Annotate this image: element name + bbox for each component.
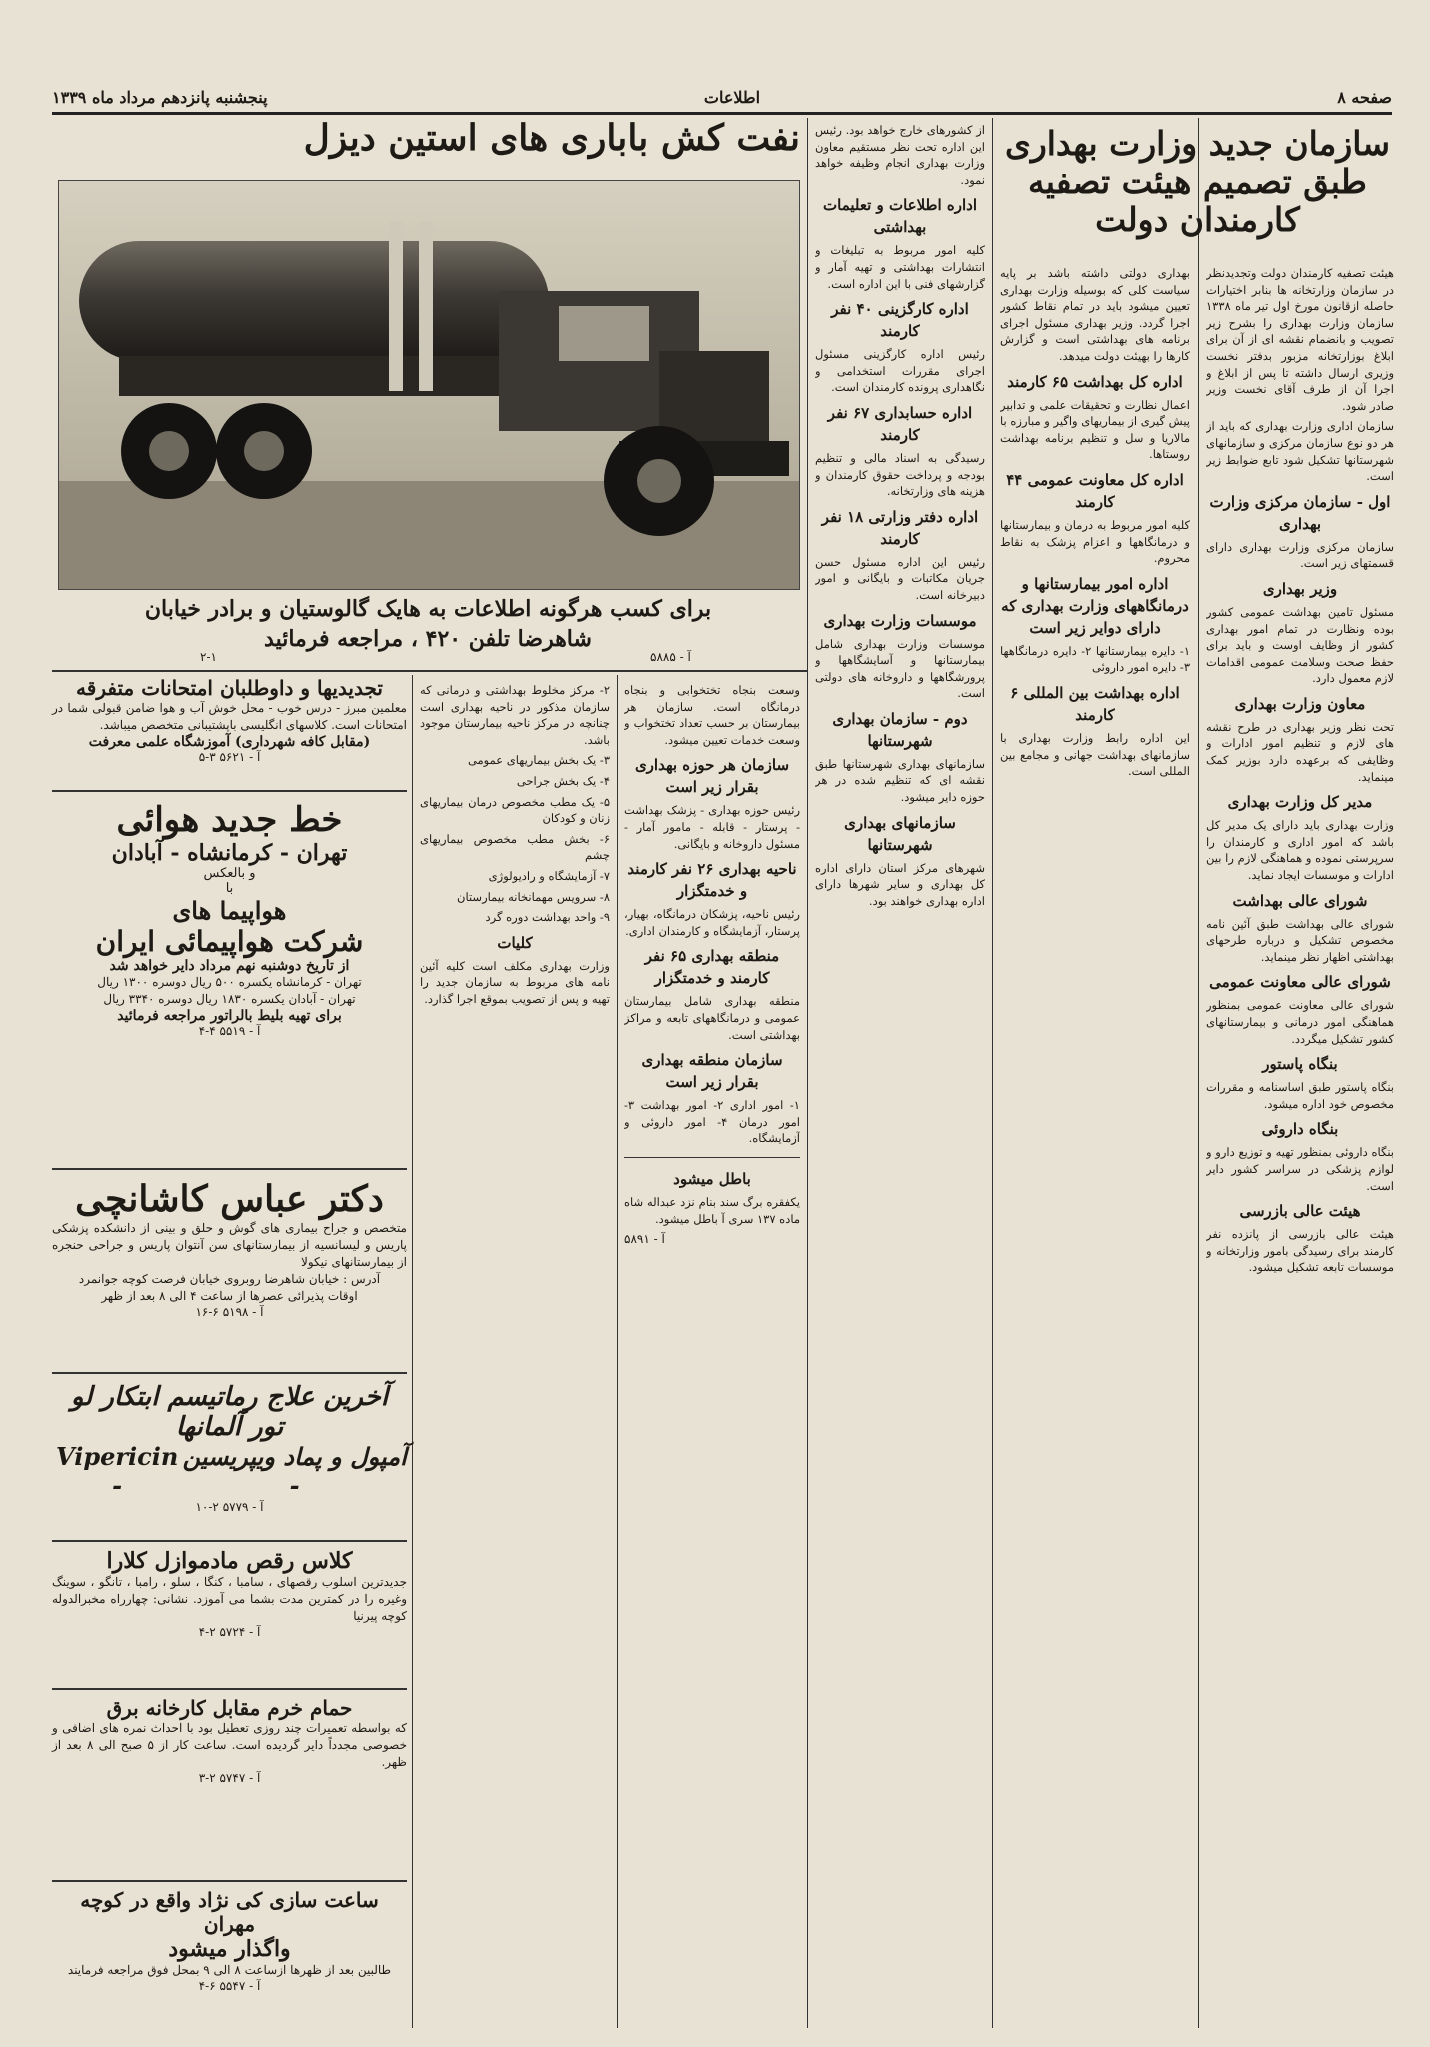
- section-heading: ناحیه بهداری ۲۶ نفر کارمند و خدمتگزار: [627, 860, 797, 901]
- airline-code: آ - ۵۵۱۹ ۴-۴: [198, 1024, 261, 1038]
- section-heading: اداره کارگزینی ۴۰ نفر کارمند: [831, 300, 969, 341]
- column-rule: [1198, 118, 1199, 2028]
- notice-box: [624, 1157, 800, 1248]
- tanker-code-left: ۲-۱: [200, 650, 217, 664]
- section-text: بنگاه پاستور طبق اساسنامه و مقررات مخصوص خود اداره میشود.: [1206, 1080, 1394, 1111]
- list-item: ۳- یک بخش بیماریهای عمومی: [467, 753, 610, 768]
- notice-text: یکفقره برگ سند بنام نزد عبداله شاه ماده ۱۳۷ سری آ باطل میشود.: [624, 1194, 800, 1226]
- section-text: کلیه امور مربوط به تبلیغات و انتشارات بهداشتی و تهیه آمار و گزارشهای فنی با این اداره است.: [815, 243, 985, 291]
- watch-ad: [52, 1888, 407, 1993]
- list-item: ۹- واحد بهداشت دوره گرد: [485, 910, 610, 925]
- ad-rule: [52, 1688, 407, 1690]
- ad-rule: [52, 790, 407, 792]
- airline-fare-2: تهران - آبادان یکسره ۱۸۳۰ ریال دوسره ۳۳۴۰ ریال: [103, 992, 356, 1006]
- section-heading: اداره کل بهداشت ۶۵ کارمند: [1007, 372, 1183, 391]
- exam-text: معلمین مبرز - درس خوب - محل خوش آب و هوا ضامن قبولی شما در امتحانات است. کلاسهای انگلیسی باپشتیبانی متخصص میباشد.: [52, 701, 407, 732]
- section-text: رئیس این اداره مسئول حسن جریان مکاتبات و بایگانی و امور دبیرخانه است.: [815, 554, 985, 602]
- section-text: منطقه بهداری شامل بیمارستان عمومی و درمانگاههای تابعه و مراکز بهداشتی است.: [624, 994, 800, 1042]
- airline-and-return: و بالعکس: [203, 866, 256, 881]
- section-heading: مدیر کل وزارت بهداری: [1227, 793, 1373, 812]
- section-text: سازمانهای بهداری شهرستانها طبق نقشه ای که تنظیم شده در هر حوزه دایر میشود.: [815, 756, 985, 805]
- exam-address: (مقابل کافه شهرداری) آموزشگاه علمی معرفت: [88, 734, 371, 750]
- ad-rule: [52, 1168, 407, 1170]
- section-text: ۱- امور اداری ۲- امور بهداشت ۳- امور درمان ۴- امور داروئی و آزمایشگاه.: [624, 1098, 800, 1146]
- ad-rule: [52, 1372, 407, 1374]
- column-rule: [617, 675, 618, 2028]
- doctor-address: آدرس : خیابان شاهرضا روبروی خیابان فرصت کوچه جوانمرد: [78, 1272, 381, 1286]
- notice-code: آ - ۵۸۹۱: [624, 1232, 665, 1247]
- article-paragraph: وسعت بنجاه تختخوابی و بنجاه درمانگاه است. سازمان هر بیمارستان بر حسب تعداد تختخواب و وسعت خدمات تعیین میشود.: [624, 683, 800, 747]
- section-text: موسسات وزارت بهداری شامل بیمارستانها و آسایشگاهها و پرورشگاهها و داروخانه های دولتی است.: [815, 636, 985, 701]
- exam-title: تجدیدیها و داوطلبان امتحانات متفرقه: [76, 676, 383, 700]
- article-paragraph: از کشورهای خارج خواهد بود. رئیس این اداره تحت نظر مستقیم معاون وزارت بهداری انجام وظیفه خواهد نمود.: [815, 123, 985, 187]
- airline-title: خط جدید هوائی: [116, 800, 343, 840]
- section-text: سازمان مرکزی وزارت بهداری دارای قسمتهای زیر است.: [1206, 539, 1394, 571]
- ad-rule: [52, 1540, 407, 1542]
- tanker-caption-line1: برای کسب هرگونه اطلاعات به هایک گالوستیان و برادر خیابان: [144, 596, 712, 622]
- airline-ad: [52, 800, 407, 1038]
- section-text: تحت نظر وزیر بهداری در طرح نقشه های لازم و تنظیم امور ادارات و وظایفی که برعهده دارد بوزیر کمک مینماید.: [1206, 719, 1394, 784]
- watch-subtitle: واگذار میشود: [168, 1936, 291, 1962]
- ministry-headline: سازمان جدید وزارت بهداری طبق تصمیم هیئت تصفیه کارمندان دولت: [1005, 124, 1390, 239]
- section-heading: منطقه بهداری ۶۵ نفر کارمند و خدمتگزار: [644, 947, 780, 988]
- column-rule: [807, 118, 808, 2028]
- list-item: ۴- یک بخش جراحی: [516, 773, 610, 788]
- ad-rule: [52, 1880, 407, 1882]
- airline-with: با: [225, 881, 234, 896]
- section-heading: سازمان هر حوزه بهداری بقرار زیر است: [634, 756, 790, 797]
- article-column-5: [420, 682, 610, 2022]
- airline-planes: هواپیما های: [172, 896, 287, 925]
- section-heading: اداره بهداشت بین المللی ۶ کارمند: [1010, 683, 1180, 724]
- masthead: [52, 86, 1392, 115]
- medicine-latin: Vipericin -: [56, 1442, 179, 1500]
- tanker-caption-line2: شاهرضا تلفن ۴۲۰ ، مراجعه فرمائید: [264, 626, 592, 652]
- airline-route: تهران - کرمانشاه - آبادان: [111, 840, 348, 866]
- list-item: ۸- سرویس مهمانخانه بیمارستان: [457, 889, 610, 904]
- section-heading: کلیات: [497, 933, 533, 952]
- watch-text: طالبین بعد از ظهرها ازساعت ۸ الی ۹ بمحل فوق مراجعه فرمایند: [67, 1963, 392, 1977]
- section-text: وزارت بهداری مکلف است کلیه آئین نامه های مربوط به سازمان جدید را تهیه و پس از تصویب بموقع اجرا گذارد.: [420, 958, 610, 1006]
- doctor-text: متخصص و جراح بیماری های گوش و حلق و بینی از دانشکده پزشکی پاریس و لیسانسیه از بیمارستانهای سن آنتوان پاریس و جراحی حنجره از بیمارستانهای نیکولا: [52, 1221, 407, 1269]
- section-heading: وزیر بهداری: [1262, 579, 1338, 598]
- section-text: وزارت بهداری باید دارای یک مدیر کل باشد که امور اداری و کارمندان را سرپرستی نموده و هماهنگی لازم را بین ادارات و موسسات ایجاد نماید.: [1206, 818, 1394, 883]
- medicine-line1: آخرین علاج رماتیسم ابتکار لو تور آلمانها: [70, 1382, 389, 1442]
- section-heading: معاون وزارت بهداری: [1234, 694, 1366, 713]
- article-intro: هیئت تصفیه کارمندان دولت وتجدیدنظر در سازمان وزارتخانه ها بنابر اختیارات حاصله ازقانون مورخ اول تیر ماه ۱۳۳۸ سازمان وزارت بهداری را بشرح زیر تصویب و بانضمام نقشه ای از آن برای ابلاغ بوزارتخانه مزبور بدفتر نخست وزیری ارسال داشته تا پس از ابلاغ و اجرا آن از طرف آقای نخست وزیر صادر شود.: [1206, 266, 1394, 413]
- doctor-name: دکتر عباس کاشانچی: [75, 1178, 384, 1220]
- section-heading: اداره کل معاونت عمومی ۴۴ کارمند: [1006, 470, 1184, 511]
- airline-fare-1: تهران - کرمانشاه یکسره ۵۰۰ ریال دوسره ۱۳۰۰ ریال: [97, 975, 362, 989]
- paper-name: اطلاعات: [703, 88, 761, 107]
- doctor-ad: [52, 1178, 407, 1319]
- section-heading: اداره حسابداری ۶۷ نفر کارمند: [827, 403, 973, 444]
- article-column-2: [1000, 265, 1190, 2025]
- section-heading: بنگاه داروئی: [1261, 1120, 1339, 1139]
- dance-text: جدیدترین اسلوب رقصهای ، سامبا ، کنگا ، سلو ، رامبا ، تانگو ، سوینگ وغیره را در کمترین مدت بشما می آموزد. نشانی: چهارراه مخبرالدوله کوچه پیرنیا: [52, 1575, 407, 1623]
- exam-ad: [52, 676, 407, 764]
- doctor-hours: اوقات پذیرائی عصرها از ساعت ۴ الی ۸ بعد از ظهر: [101, 1289, 358, 1303]
- section-text: مسئول تامین بهداشت عمومی کشور بوده ونظارت در تمام امور بهداری کشور از وظایف اوست و باید برای حفظ صحت وسلامت عمومی اقدامات لازم معمول دارد.: [1206, 604, 1394, 686]
- section-heading: بنگاه پاستور: [1262, 1055, 1338, 1074]
- exam-code: آ - ۵۶۲۱ ۳-۵: [198, 750, 261, 764]
- tanker-code-right: آ - ۵۸۸۵: [650, 650, 691, 664]
- column-rule: [992, 118, 993, 2028]
- section-heading: اول - سازمان مرکزی وزارت بهداری: [1209, 492, 1391, 533]
- section-rule: [52, 670, 807, 672]
- article-paragraph: ۲- مرکز مخلوط بهداشتی و درمانی که سازمان مذکور در ناحیه بهداری است چنانچه در مرکز ناحیه بیمارستان موجود باشد.: [420, 683, 610, 747]
- airline-tickets: برای تهیه بلیط بالراتور مراجعه فرمائید: [117, 1008, 342, 1024]
- notice-title: باطل میشود: [673, 1169, 751, 1188]
- section-heading: شورای عالی بهداشت: [1232, 891, 1368, 910]
- section-text: رئیس حوزه بهداری - پزشک بهداشت - پرستار - قابله - مامور آمار - مسئول داروخانه و بایگانی.: [624, 803, 800, 851]
- article-column-1: [1206, 265, 1394, 2025]
- watch-title: ساعت سازی کی نژاد واقع در کوچه مهران: [80, 1888, 379, 1936]
- section-text: اعمال نظارت و تحقیقات علمی و تدابیر پیش گیری از بیماریهای واگیر و مبارزه با مالاریا و سل و تنظیم برنامه بهداشت روستاها.: [1000, 397, 1190, 462]
- bath-ad: [52, 1696, 407, 1785]
- article-column-4: [624, 682, 800, 2022]
- list-item: ۵- یک مطب مخصوص درمان بیماریهای زنان و کودکان: [420, 794, 610, 826]
- section-heading: اداره دفتر وزارتی ۱۸ نفر کارمند: [821, 507, 979, 548]
- dance-code: آ - ۵۷۲۴ ۲-۴: [198, 1625, 261, 1639]
- bath-text: که بواسطه تعمیرات چند روزی تعطیل بود با احداث نمره های اضافی و خصوصی مجدداً دایر گردیده است. ساعت کار از ۵ صبح الی ۸ بعد از ظهر.: [52, 1721, 408, 1769]
- dance-title: کلاس رقص مادموازل کلارا: [106, 1548, 353, 1574]
- medicine-line2: آمپول و پماد ویپریسین -: [182, 1442, 407, 1500]
- tanker-truck-icon: [59, 181, 799, 589]
- airline-schedule: از تاریخ دوشنبه نهم مرداد دایر خواهد شد: [109, 958, 350, 974]
- list-item: ۶- بخش مطب مخصوص بیماریهای چشم: [420, 831, 610, 863]
- watch-code: آ - ۵۵۴۷ ۶-۴: [198, 1979, 261, 1993]
- section-heading: سازمان منطقه بهداری بقرار زیر است: [641, 1051, 783, 1092]
- article-paragraph: سازمان اداری وزارت بهداری که باید از هر دو نوع سازمان مرکزی و سازمانهای شهرستانها تشکیل شود تابع ضوابط زیر است.: [1206, 419, 1394, 484]
- column-rule: [412, 675, 413, 2028]
- page-number: صفحه ۸: [1337, 88, 1392, 107]
- section-heading: اداره امور بیمارستانها و درمانگاههای وزارت بهداری که دارای دوایر زیر است: [1001, 574, 1189, 637]
- section-text: کلیه امور مربوط به درمان و بیمارستانها و درمانگاهها و اعزام پزشک به نقاط محروم.: [1000, 517, 1190, 566]
- section-heading: دوم - سازمان بهداری شهرستانها: [832, 709, 968, 750]
- tanker-photo: [58, 180, 800, 590]
- article-column-3: [815, 122, 985, 2022]
- medicine-ad: [52, 1382, 407, 1514]
- section-heading: موسسات وزارت بهداری: [823, 611, 977, 630]
- issue-date: پنجشنبه پانزدهم مرداد ماه ۱۳۳۹: [52, 88, 268, 107]
- airline-company: شرکت هواپیمائی ایران: [95, 925, 364, 958]
- section-text: رسیدگی به اسناد مالی و تنظیم بودجه و پرداخت حقوق کارمندان و هزینه های وزارتخانه.: [815, 450, 985, 499]
- section-text: شورای عالی بهداشت طبق آئین نامه مخصوص تشکیل و درباره طرحهای بهداشتی اظهار نظر مینماید.: [1206, 916, 1394, 964]
- section-text: ۱- دایره بیمارستانها ۲- دایره درمانگاهها ۳- دایره امور داروئی: [1000, 643, 1190, 675]
- section-text: رئیس ناحیه، پزشکان درمانگاه، بهیار، پرستار، آزمایشگاه و کارمندان اداری.: [624, 907, 800, 938]
- medicine-code: آ - ۵۷۷۹ ۲-۱۰: [195, 1500, 264, 1514]
- section-heading: سازمانهای بهداری شهرستانها: [844, 813, 956, 854]
- section-text: شورای عالی معاونت عمومی بمنظور هماهنگی امور درمانی و بیمارستانهای کشور تشکیل میگردد.: [1206, 998, 1394, 1046]
- tanker-headline: نفت کش باباری های استین دیزل: [303, 117, 800, 159]
- section-text: بنگاه داروئی بمنظور تهیه و توزیع دارو و لوازم پزشکی در سراسر کشور دایر است.: [1206, 1145, 1394, 1193]
- section-text: این اداره رابط وزارت بهداری با سازمانهای بهداشت جهانی و مجامع بین المللی است.: [1000, 730, 1190, 779]
- bath-title: حمام خرم مقابل کارخانه برق: [106, 1696, 353, 1720]
- article-paragraph: بهداری دولتی داشته باشد بر پایه سیاست کلی که بوسیله وزارت بهداری تعیین میشود باید در تمام نقاط کشور اجرا گردد. وزیر بهداری مسئول اجرای برنامه های بهداشتی است و گزارش کارها را بهیئت دولت میدهد.: [1000, 266, 1190, 363]
- section-heading: شورای عالی معاونت عمومی: [1209, 973, 1391, 992]
- list-item: ۷- آزمایشگاه و رادیولوژی: [488, 868, 610, 883]
- section-text: هیئت عالی بازرسی از پانزده نفر کارمند برای رسیدگی بامور وزارتخانه و موسسات تابعه تشکیل میشود.: [1206, 1227, 1394, 1275]
- section-heading: هیئت عالی بازرسی: [1239, 1202, 1361, 1221]
- tanker-caption: [58, 594, 798, 654]
- section-text: رئیس اداره کارگزینی مسئول اجرای مقررات استخدامی و نگاهداری پرونده کارمندان است.: [815, 347, 985, 395]
- dance-ad: [52, 1548, 407, 1639]
- doctor-code: آ - ۵۱۹۸ ۶-۱۶: [195, 1305, 264, 1319]
- section-text: شهرهای مرکز استان دارای اداره کل بهداری و سایر شهرها دارای اداره بهداری خواهند بود.: [815, 860, 985, 908]
- section-heading: اداره اطلاعات و تعلیمات بهداشتی: [823, 196, 977, 237]
- bath-code: آ - ۵۷۴۷ ۲-۳: [198, 1771, 261, 1785]
